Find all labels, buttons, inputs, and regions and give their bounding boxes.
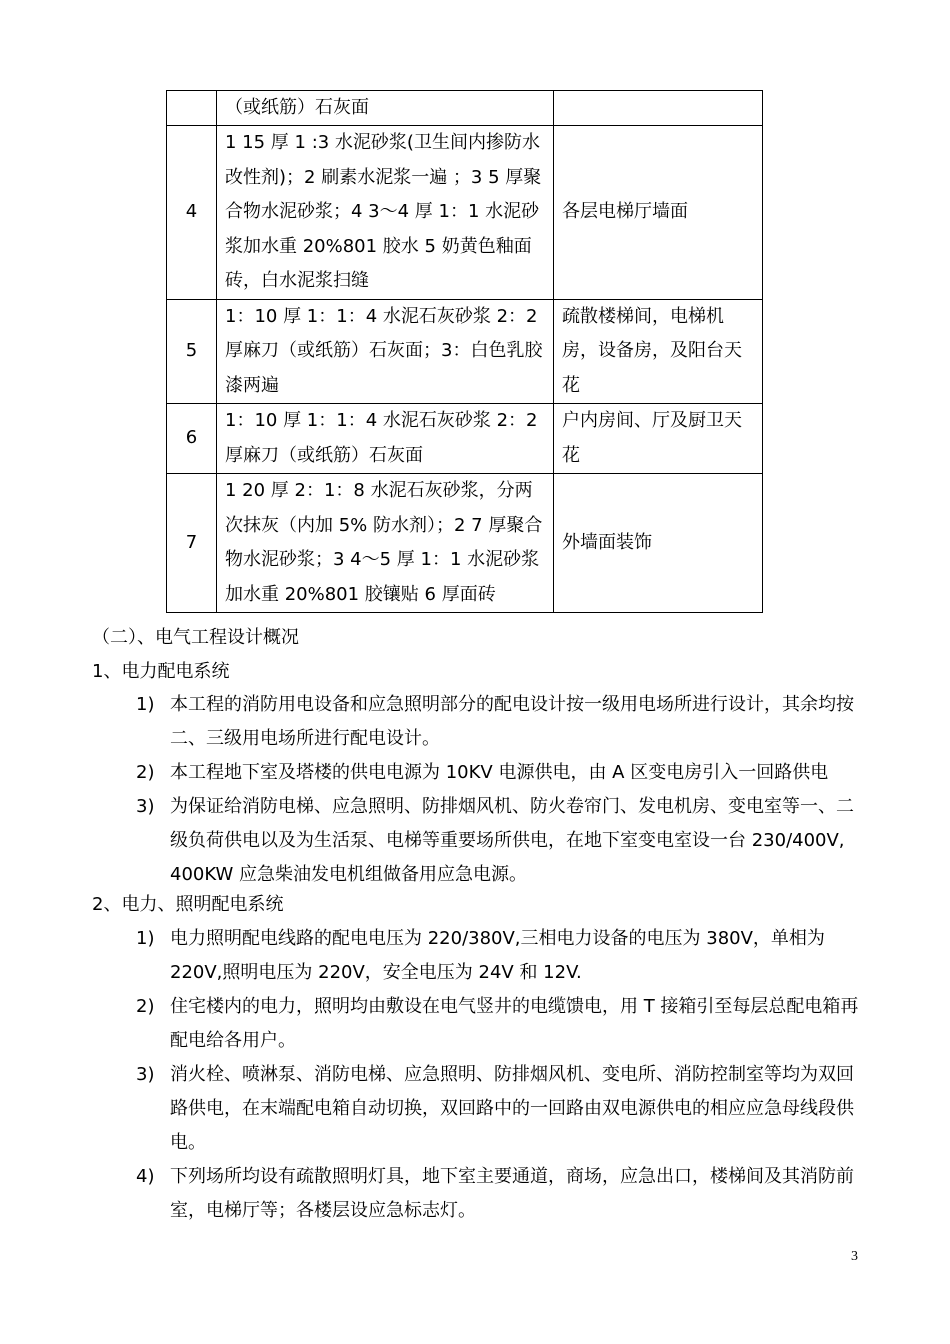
row-description: 1 15 厚 1 :3 水泥砂浆(卫生间内掺防水改性剂)；2 刷素水泥浆一遍 ；3 5 厚聚合物水泥砂浆；4 3～4 厚 1：1 水泥砂浆加水重 20%801 胶水 5 奶黄色釉面砖，白水泥浆扫缝 — [217, 126, 554, 300]
row-description: 1 20 厚 2：1：8 水泥石灰砂浆，分两次抹灰（内加 5% 防水剂）；2 7 厚聚合物水泥砂浆；3 4～5 厚 1：1 水泥砂浆加水重 20%801 胶镶贴 6 厚面砖 — [217, 474, 554, 613]
list-marker: 3) — [136, 796, 155, 817]
list-item-text: 本工程地下室及塔楼的供电电源为 10KV 电源供电，由 A 区变电房引入一回路供电 — [170, 762, 829, 783]
section-title: （二）、电气工程设计概况 — [92, 627, 299, 648]
list-marker: 2) — [136, 996, 155, 1017]
list-marker: 1) — [136, 694, 155, 715]
power-distribution-list — [136, 688, 866, 892]
list-item — [136, 1160, 866, 1228]
table-row — [167, 474, 763, 613]
list-item-text: 下列场所均设有疏散照明灯具，地下室主要通道，商场，应急出口，楼梯间及其消防前室，电梯厅等；各楼层设应急标志灯。 — [170, 1166, 854, 1221]
row-location — [554, 91, 763, 126]
list-item — [136, 688, 866, 756]
row-location: 外墙面装饰 — [554, 474, 763, 613]
row-description: 1：10 厚 1：1：4 水泥石灰砂浆 2：2 厚麻刀（或纸筋）石灰面；3：白色乳胶漆两遍 — [217, 299, 554, 404]
row-number: 7 — [167, 474, 217, 613]
subsection-heading-power-distribution: 1、电力配电系统 — [92, 661, 230, 682]
row-description: （或纸筋）石灰面 — [217, 91, 554, 126]
table-row — [167, 299, 763, 404]
list-marker: 1) — [136, 928, 155, 949]
list-marker: 4) — [136, 1166, 155, 1187]
lighting-distribution-list — [136, 922, 866, 1228]
row-location: 户内房间、厅及厨卫天花 — [554, 404, 763, 474]
list-item — [136, 756, 866, 790]
list-item-text: 本工程的消防用电设备和应急照明部分的配电设计按一级用电场所进行设计，其余均按二、三级用电场所进行配电设计。 — [170, 694, 854, 749]
row-number: 5 — [167, 299, 217, 404]
table-row — [167, 91, 763, 126]
list-item — [136, 1058, 866, 1160]
finish-spec-table — [166, 90, 763, 613]
table-row — [167, 126, 763, 300]
list-marker: 3) — [136, 1064, 155, 1085]
subsection-heading-lighting-distribution: 2、电力、照明配电系统 — [92, 894, 284, 915]
list-item — [136, 990, 866, 1058]
row-location: 各层电梯厅墙面 — [554, 126, 763, 300]
list-item-text: 电力照明配电线路的配电电压为 220/380V,三相电力设备的电压为 380V，单相为 220V,照明电压为 220V，安全电压为 24V 和 12V. — [170, 928, 825, 983]
row-number: 6 — [167, 404, 217, 474]
list-item — [136, 790, 866, 892]
page-number: 3 — [851, 1249, 858, 1264]
row-description: 1：10 厚 1：1：4 水泥石灰砂浆 2：2 厚麻刀（或纸筋）石灰面 — [217, 404, 554, 474]
row-number: 4 — [167, 126, 217, 300]
row-number — [167, 91, 217, 126]
row-location: 疏散楼梯间，电梯机房，设备房，及阳台天花 — [554, 299, 763, 404]
table-row — [167, 404, 763, 474]
list-marker: 2) — [136, 762, 155, 783]
list-item — [136, 922, 866, 990]
list-item-text: 住宅楼内的电力，照明均由敷设在电气竖井的电缆馈电，用 T 接箱引至每层总配电箱再配电给各用户。 — [170, 996, 859, 1051]
list-item-text: 消火栓、喷淋泵、消防电梯、应急照明、防排烟风机、变电所、消防控制室等均为双回路供电，在末端配电箱自动切换，双回路中的一回路由双电源供电的相应应急母线段供电。 — [170, 1064, 854, 1153]
list-item-text: 为保证给消防电梯、应急照明、防排烟风机、防火卷帘门、发电机房、变电室等一、二级负荷供电以及为生活泵、电梯等重要场所供电，在地下室变电室设一台 230/400V, 400KW 应急柴油发电机组做备用应急电源。 — [170, 796, 854, 885]
